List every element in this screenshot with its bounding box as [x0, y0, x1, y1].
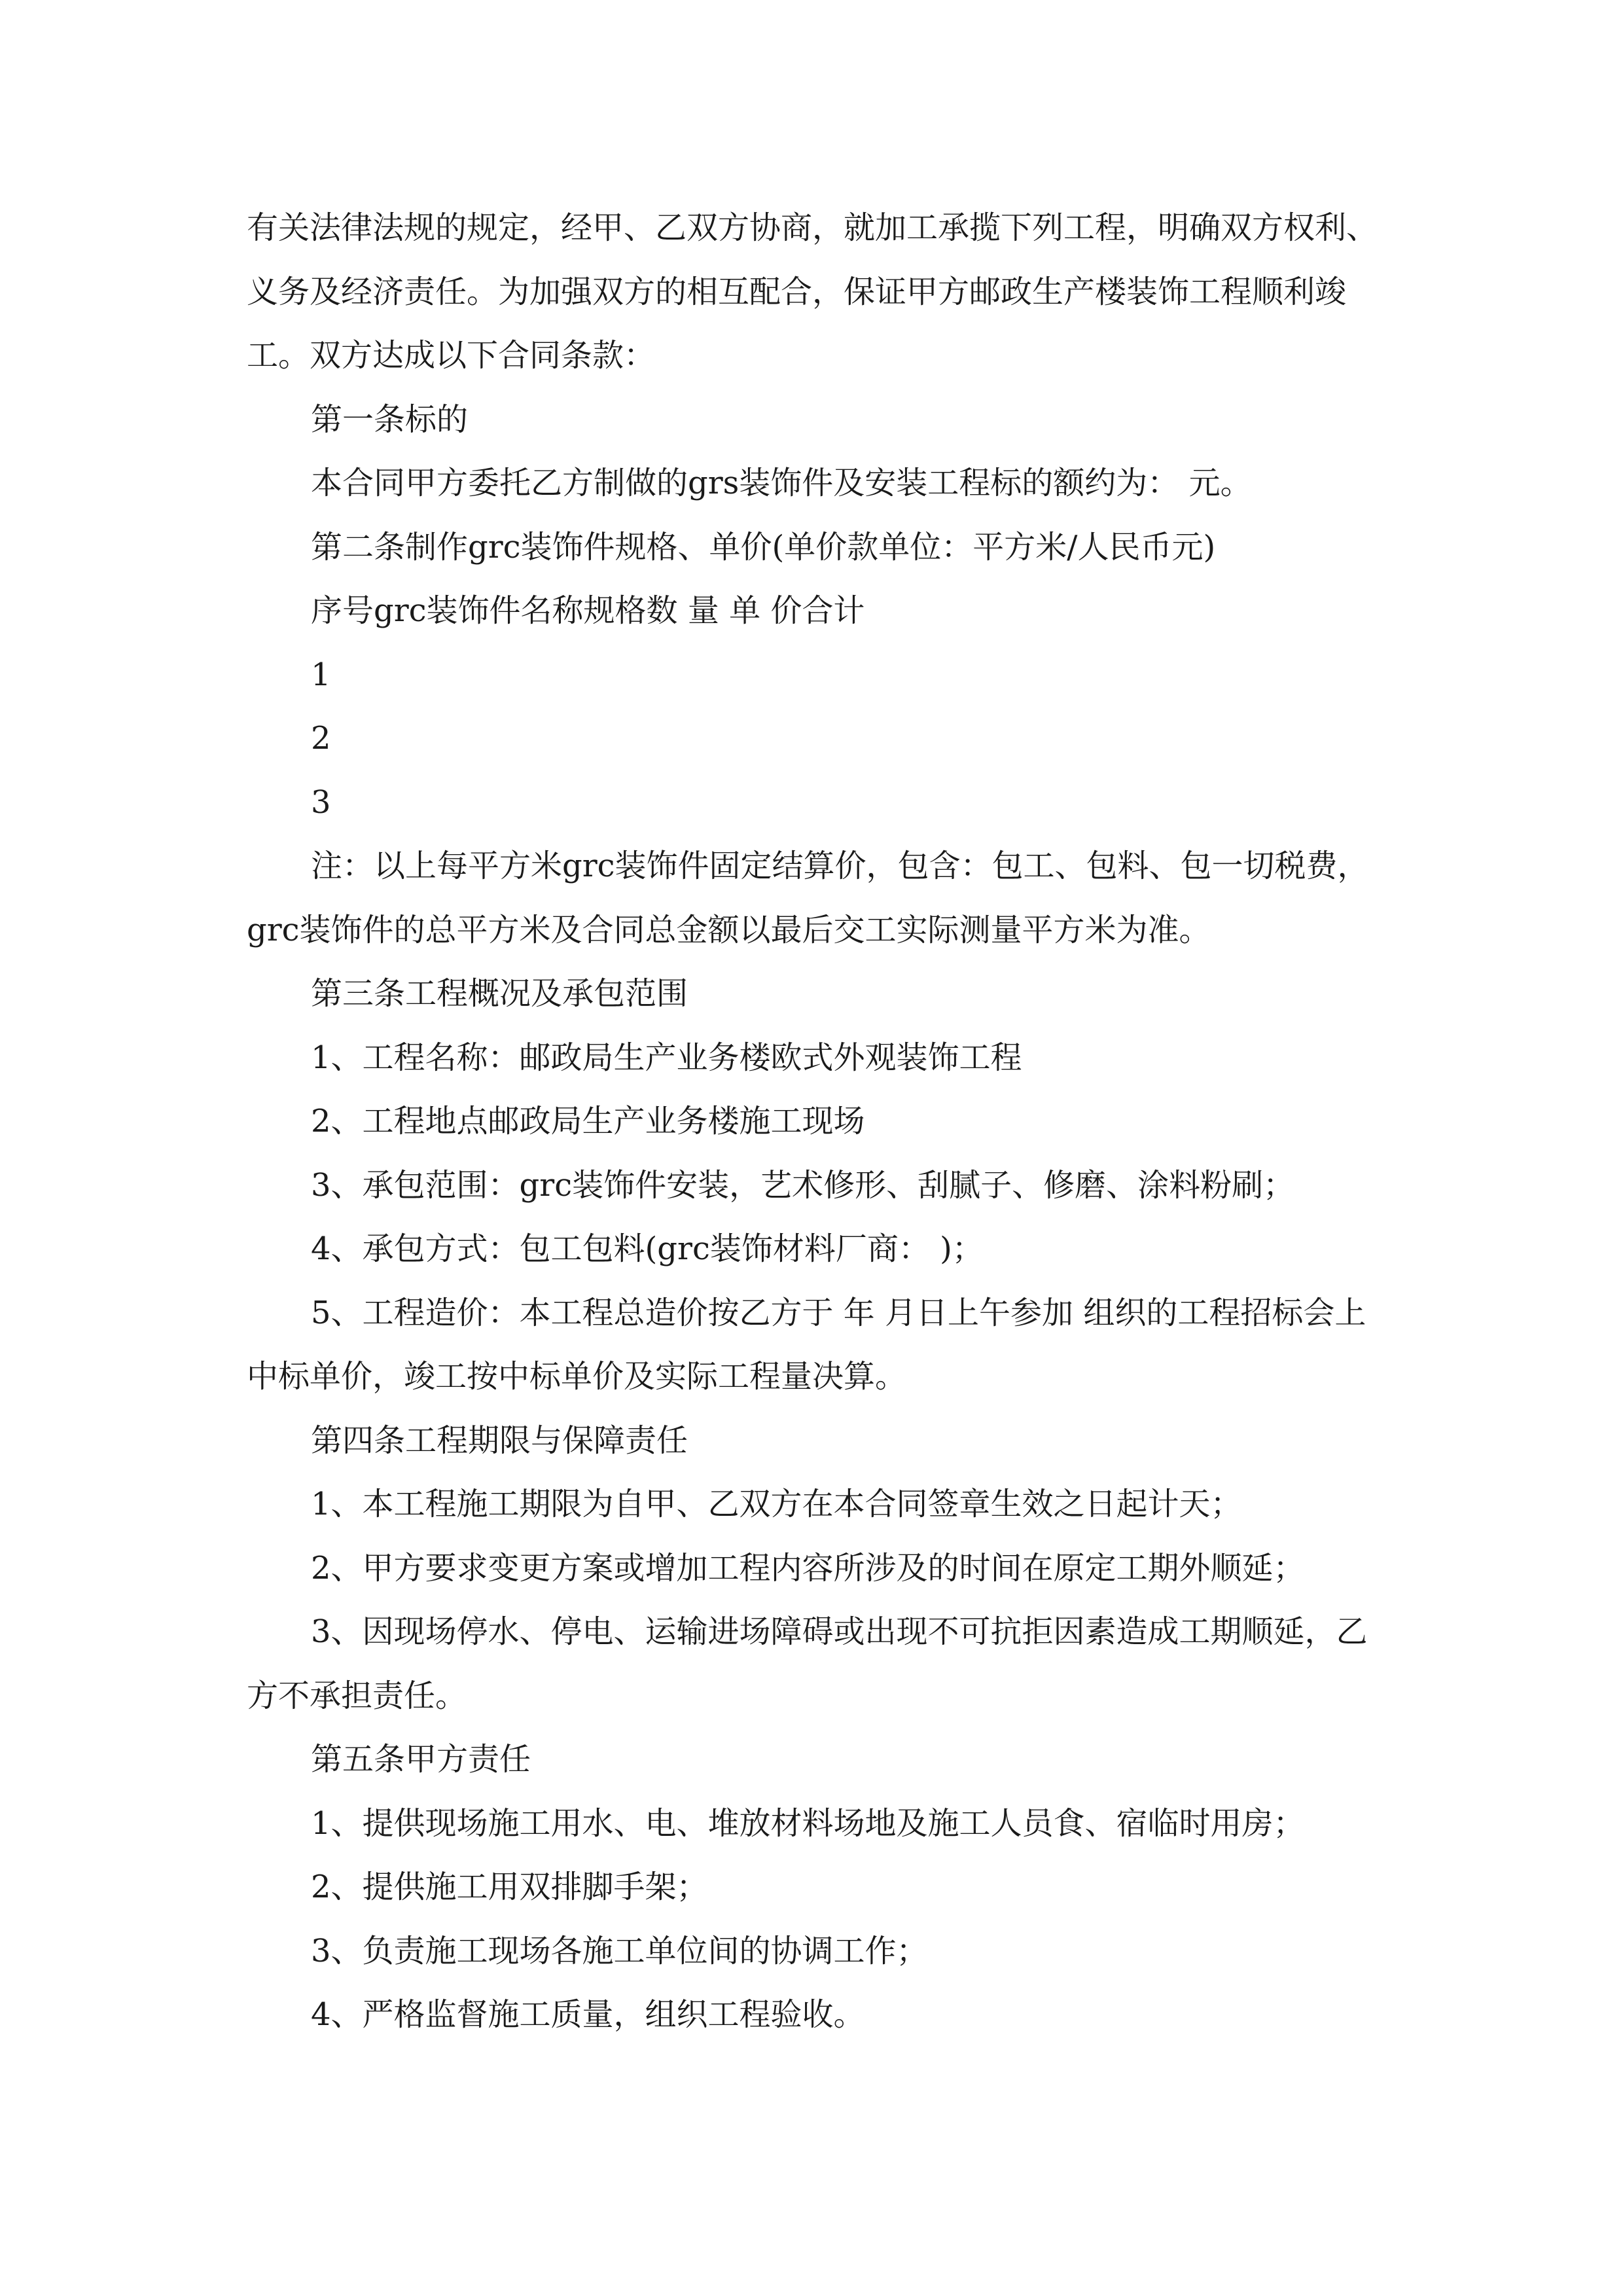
article-1-heading-text: 第一条标的	[311, 401, 469, 438]
intro-text: 有关法律法规的规定，经甲、乙双方协商，就加工承揽下列工程，明确双方权利、义务及经济责任。为加强双方的相互配合，保证甲方邮政生产楼装饰工程顺利竣工。双方达成以下合同条款：	[247, 209, 1378, 374]
article-1-heading	[247, 388, 1379, 452]
article-2-heading-text: 第二条制作grc装饰件规格、单价(单价款单位：平方米/人民币元)	[311, 528, 1216, 565]
list-item-text: 3、因现场停水、停电、运输进场障碍或出现不可抗拒因素造成工期顺延，乙方不承担责任。	[247, 1613, 1368, 1714]
table-header-line	[247, 579, 1379, 643]
list-item-text: 2、甲方要求变更方案或增加工程内容所涉及的时间在原定工期外顺延；	[311, 1549, 1305, 1587]
contract-body	[247, 196, 1379, 2047]
article-1-content	[247, 452, 1379, 516]
article-2-heading	[247, 516, 1379, 580]
list-item-text: 1、提供现场施工用水、电、堆放材料场地及施工人员食、宿临时用房；	[311, 1804, 1305, 1842]
list-item-text: 2、工程地点邮政局生产业务楼施工现场	[311, 1103, 865, 1139]
list-item-text: 3、负责施工现场各施工单位间的协调工作；	[311, 1932, 928, 1969]
article-4-heading-text: 第四条工程期限与保障责任	[311, 1422, 688, 1459]
article-3-heading-text: 第三条工程概况及承包范围	[311, 975, 688, 1012]
intro-paragraph	[247, 196, 1379, 388]
article-4-item-1	[247, 1473, 1379, 1537]
article-3-heading	[247, 962, 1379, 1026]
article-3-item-1	[247, 1026, 1379, 1090]
article-3-item-3	[247, 1154, 1379, 1218]
row-number: 2	[311, 720, 331, 757]
row-number: 3	[311, 783, 331, 821]
table-row-2	[247, 707, 1379, 771]
row-number: 1	[311, 656, 331, 693]
table-row-3	[247, 771, 1379, 835]
list-item-text: 3、承包范围：grc装饰件安装，艺术修形、刮腻子、修磨、涂料粉刷；	[311, 1166, 1295, 1204]
list-item-text: 4、严格监督施工质量，组织工程验收。	[311, 1996, 865, 2033]
list-item-text: 1、工程名称：邮政局生产业务楼欧式外观装饰工程	[311, 1039, 1022, 1076]
article-3-item-4	[247, 1217, 1379, 1282]
article-4-heading	[247, 1409, 1379, 1473]
list-item-text: 2、提供施工用双排脚手架；	[311, 1869, 708, 1905]
table-row-1	[247, 643, 1379, 708]
article-3-item-2	[247, 1090, 1379, 1154]
list-item-text: 5、工程造价：本工程总造价按乙方于 年 月日上午参加 组织的工程招标会上中标单价，竣工按中标单价及实际工程量决算。	[247, 1294, 1366, 1395]
pricing-note	[247, 834, 1379, 962]
list-item-text: 1、本工程施工期限为自甲、乙双方在本合同签章生效之日起计天；	[311, 1486, 1242, 1522]
article-4-item-3	[247, 1600, 1379, 1728]
article-1-content-text: 本合同甲方委托乙方制做的grs装饰件及安装工程标的额约为： 元。	[311, 465, 1252, 501]
pricing-note-text: 注：以上每平方米grc装饰件固定结算价，包含：包工、包料、包一切税费，grc装饰件的总平方米及合同总金额以最后交工实际测量平方米为准。	[247, 848, 1369, 948]
article-5-heading	[247, 1728, 1379, 1792]
article-5-item-4	[247, 1983, 1379, 2047]
list-item-text: 4、承包方式：包工包料(grc装饰材料厂商： )；	[311, 1230, 984, 1267]
article-3-item-5	[247, 1282, 1379, 1409]
article-5-item-3	[247, 1920, 1379, 1984]
article-4-item-2	[247, 1537, 1379, 1601]
table-header-text: 序号grc装饰件名称规格数 量 单 价合计	[311, 592, 865, 629]
article-5-heading-text: 第五条甲方责任	[311, 1741, 531, 1778]
article-5-item-2	[247, 1856, 1379, 1920]
article-5-item-1	[247, 1792, 1379, 1856]
